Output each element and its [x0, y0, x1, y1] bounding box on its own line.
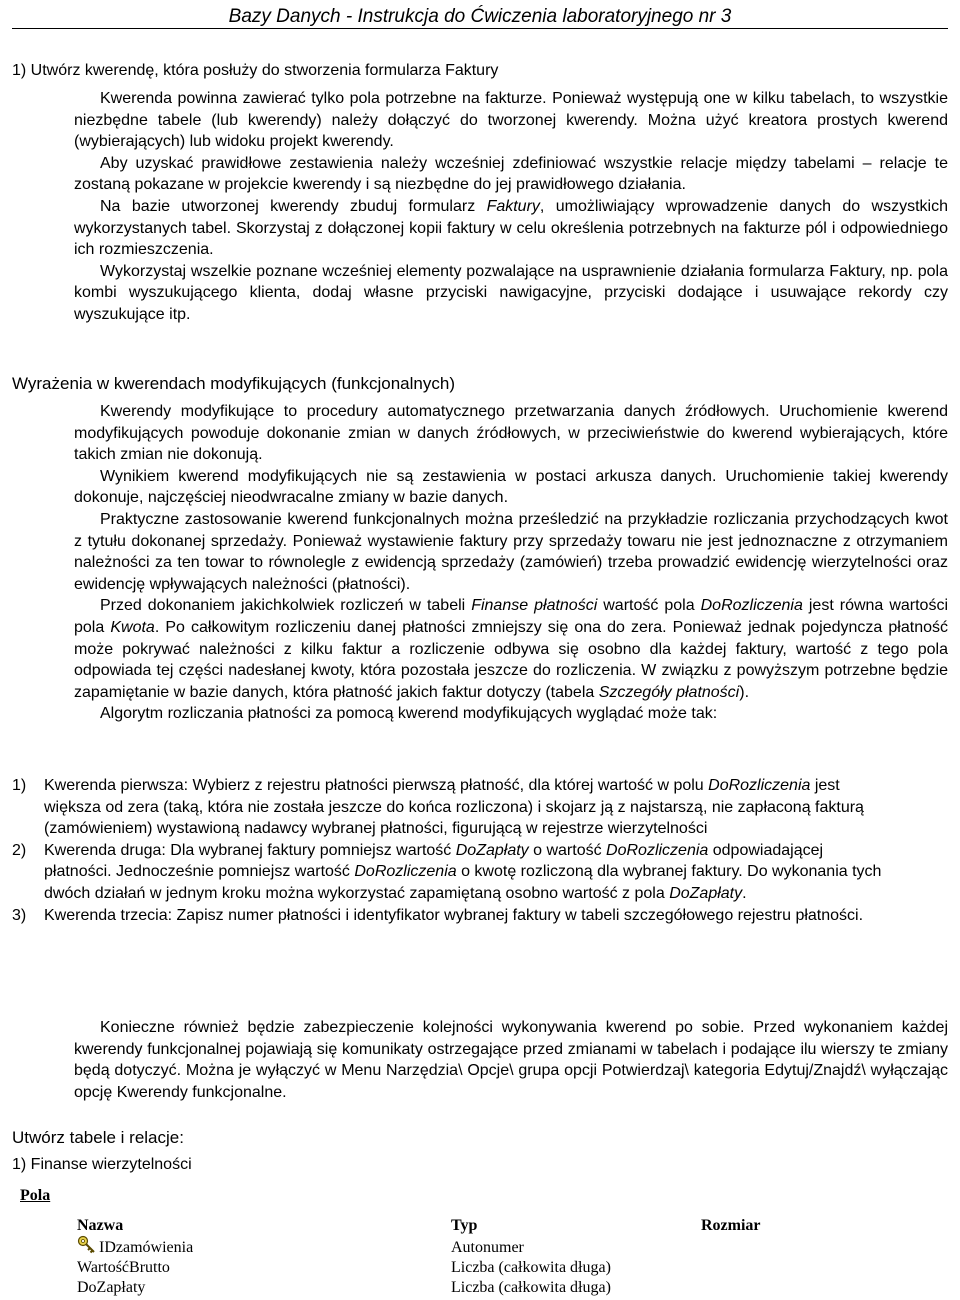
list-number: 1) — [12, 777, 27, 794]
table-header-name: Nazwa — [77, 1217, 124, 1234]
italic-span: Faktury — [486, 197, 540, 215]
italic-span: DoRozliczenia — [354, 863, 457, 881]
section1-heading-text: 1) Utwórz kwerendę, która posłuży do stworzenia formularza Faktury — [12, 62, 499, 79]
key-icon — [77, 1235, 97, 1255]
section1-paragraph-3 — [74, 196, 948, 261]
section2-paragraph-3: Praktyczne zastosowanie kwerend funkcjonalnych można prześledzić na przykładzie rozliczania przychodzących kwot z tytułu dokonanej sprzedaży. Ponieważ wystawienie faktury przy sprzedaży towaru nie jest jednoznaczne z otrzymaniem należności za ten towar to równolegle z ewidencją sprzedaży (zamówień) trzeba prowadzić ewidencję wierzytelności oraz ewidencję wpływających należności (płatności). — [74, 510, 948, 593]
fields-table — [77, 1217, 937, 1297]
section2-paragraph-4 — [74, 595, 948, 703]
text-span: o kwotę rozliczoną dla wybranej faktury. Do wykonania tych dwóch działań w jednym kroku można wykorzystać zapamiętaną osobno wartość z pola — [44, 863, 882, 902]
field-type: Autonumer — [451, 1239, 524, 1256]
text-span: Przed dokonaniem jakichkolwiek rozliczeń w tabeli — [100, 597, 472, 615]
section2-body — [74, 401, 948, 725]
text-span: jest równa wartości pola — [74, 597, 948, 636]
text-span: o wartość — [528, 841, 607, 859]
field-name: DoZapłaty — [77, 1279, 146, 1296]
text-span: odpowiadającej płatności. Jednocześnie pomniejsz wartość — [44, 841, 824, 881]
text-span: Kwerenda trzecia: Zapisz numer płatności i identyfikator wybranej faktury w tabeli szczegółowego rejestru płatności. — [44, 906, 864, 924]
field-type: Liczba (całkowita długa) — [451, 1259, 611, 1276]
italic-span: Szczegóły płatności — [598, 683, 740, 701]
section2-paragraph-6: Konieczne również będzie zabezpieczenie kolejności wykonywania kwerend po sobie. Przed wykonaniem każdej kwerendy funkcjonalnej pojawiają się komunikaty ostrzegające przed zmianami w tabelach i podające ilu wierszy te zmiany będą dotyczyć. Można je wyłączyć w Menu Narzędzia\ Opcje\ grupa opcji Potwierdzaj\ kategoria Edytuj/Znajdź\ wyłączając opcję Kwerendy funkcjonalne. — [74, 1019, 948, 1101]
section3-heading — [12, 1127, 948, 1149]
italic-span: DoRozliczenia — [708, 777, 811, 794]
section2-paragraph-1: Kwerendy modyfikujące to procedury automatycznego przetwarzania danych źródłowych. Uruchomienie kwerend modyfikujących powoduje dokonanie zmian w danych źródłowych, w przeciwieństwie do kwerend wybierających, które takich zmian nie dokonują. — [74, 403, 948, 464]
field-name: WartośćBrutto — [77, 1259, 170, 1276]
italic-span: Kwota — [110, 618, 155, 636]
section2-paragraph-5: Algorytm rozliczania płatności za pomocą kwerend modyfikujących wyglądać może tak: — [100, 705, 718, 723]
document-title: Bazy Danych - Instrukcja do Ćwiczenia laboratoryjnego nr 3 — [228, 6, 732, 27]
field-name: IDzamówienia — [99, 1239, 194, 1256]
list-item — [12, 840, 894, 905]
field-type: Liczba (całkowita długa) — [451, 1279, 611, 1296]
list-number: 2) — [12, 841, 27, 859]
italic-span: DoZapłaty — [455, 841, 529, 859]
text-span: , umożliwiający wprowadzenie danych do wszystkich wykorzystanych tabel. Skorzystaj z dołączonej kopii faktury w celu określenia potrzebnych na fakturze pól i odpowiedniego ich rozmieszczenia. — [74, 197, 948, 259]
section3-heading-text: Utwórz tabele i relacje: — [12, 1128, 184, 1147]
italic-span: DoZapłaty — [669, 884, 743, 902]
text-span: . Po całkowitym rozliczeniu danej płatności zmniejszy się ona do zera. Ponieważ jednak pojedyncza płatność może pokrywać należności z kilku faktur a rozliczenie odbywa się osobno dla każdej faktury, wartość z tego pola odpowiada tej części nadesłanej kwoty, która pozostała jeszcze do rozliczenia. W związku z powyższym potrzebne będzie zapamiętanie w bazie danych, która płatność jakich faktur dotyczy (tabela — [74, 618, 948, 701]
section1-heading — [12, 60, 948, 82]
algorithm-list — [12, 775, 948, 926]
text-span: Kwerenda pierwsza: Wybierz z rejestru płatności pierwszą płatność, dla której wartość w polu — [44, 777, 709, 794]
list-item — [12, 905, 944, 927]
fields-label: Pola — [20, 1187, 51, 1204]
italic-span: DoRozliczenia — [700, 597, 803, 615]
section3-item-1-text: 1) Finanse wierzytelności — [12, 1156, 192, 1173]
italic-span: DoRozliczenia — [606, 841, 709, 859]
section2-paragraph-2: Wynikiem kwerend modyfikujących nie są zestawienia w postaci arkusza danych. Uruchomienie takiej kwerendy dokonuje, najczęściej nieodwracalne zmiany w bazie danych. — [74, 467, 948, 507]
section1-body — [74, 88, 948, 326]
section2-closing — [74, 1017, 948, 1103]
text-span: Na bazie utworzonej kwerendy zbuduj formularz — [100, 197, 487, 215]
section1-paragraph-4: Wykorzystaj wszelkie poznane wcześniej elementy pozwalające na usprawnienie działania formularza Faktury, np. pola kombi wyszukującego klienta, dodaj własne przyciski nawigacyjne, przyciski dodające i usuwające rekordy czy wyszukujące itp. — [74, 262, 948, 323]
text-span: Kwerenda druga: Dla wybranej faktury pomniejsz wartość — [44, 841, 456, 859]
section1-paragraph-2: Aby uzyskać prawidłowe zestawienia należy wcześniej zdefiniować wszystkie relacje między tabelami – relacje te zostaną pokazane w projekcie kwerendy i są niezbędne do jej prawidłowego działania. — [74, 154, 948, 194]
table-header-type: Typ — [451, 1217, 478, 1234]
text-span: ). — [739, 683, 750, 701]
text-span: jest większa od zera (taką, która nie została jeszcze do końca rozliczona) i skojarz ją z najstarszą, nie zapłaconą fakturą (zamówieniem) wystawioną nadawcy wybranej płatności, figurującą w rejestrze wierzytelności — [44, 777, 864, 838]
text-span: . — [742, 884, 747, 902]
section2-heading — [12, 373, 948, 395]
section2-heading-text: Wyrażenia w kwerendach modyfikujących (funkcjonalnych) — [12, 374, 455, 393]
text-span: wartość pola — [597, 597, 701, 615]
document-header — [12, 6, 948, 29]
list-item — [12, 775, 894, 840]
section1-paragraph-1: Kwerenda powinna zawierać tylko pola potrzebne na fakturze. Ponieważ występują one w kilku tabelach, to wszystkie niezbędne tabele (lub kwerendy) należy dołączyć do tworzonej kwerendy. Można użyć kreatora prostych kwerend (wybierających) lub widoku projekt kwerendy. — [74, 90, 948, 151]
section3-item-1 — [12, 1154, 948, 1176]
table-header-size: Rozmiar — [701, 1217, 761, 1234]
italic-span: Finanse płatności — [471, 597, 598, 615]
list-number: 3) — [12, 906, 27, 924]
